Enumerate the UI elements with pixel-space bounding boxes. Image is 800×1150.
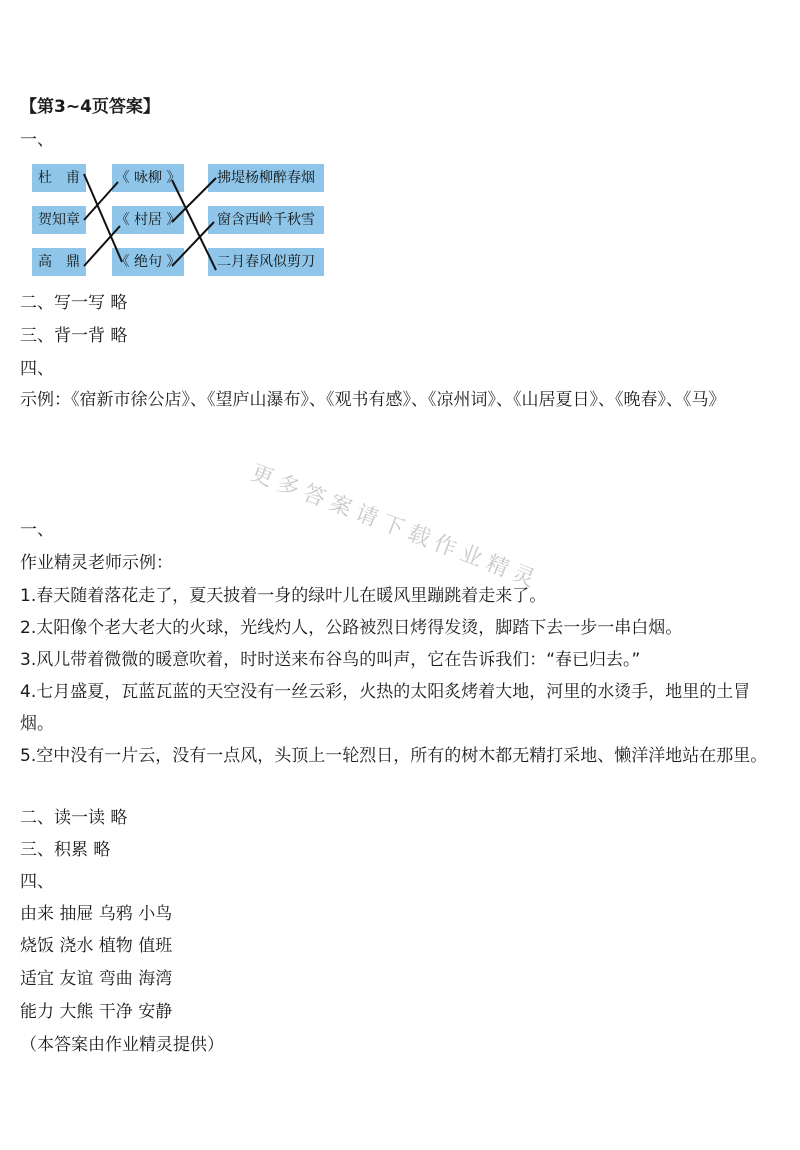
- example-item: 5.空中没有一片云，没有一点风，头顶上一轮烈日，所有的树木都无精打采地、懒洋洋地站在那里。: [20, 746, 768, 766]
- footer-note: （本答案由作业精灵提供）: [20, 1035, 224, 1055]
- example-item: 2.太阳像个老大老大的火球，光线灼人，公路被烈日烤得发烫，脚踏下去一步一串白烟。: [20, 618, 683, 638]
- watermark: 更多答案请下载作业精灵: [247, 460, 544, 595]
- part2-intro: 作业精灵老师示例：: [20, 553, 173, 573]
- poem-box: 《 咏柳 》: [112, 164, 184, 192]
- match-line: [172, 222, 214, 266]
- example-item: 3.风儿带着微微的暖意吹着，时时送来布谷鸟的叫声，它在告诉我们：“春已归去。”: [20, 650, 641, 670]
- part1-heading: 一、: [20, 130, 54, 150]
- word-row: 适宜 友谊 弯曲 海湾: [20, 969, 173, 989]
- word-row: 能力 大熊 干净 安静: [20, 1002, 173, 1022]
- part1-item2: 二、写一写 略: [20, 293, 128, 313]
- matching-lines: [22, 158, 332, 283]
- part2-heading: 一、: [20, 520, 54, 540]
- section-title: 【第3~4页答案】: [20, 97, 160, 117]
- word-row: 烧饭 浇水 植物 值班: [20, 936, 173, 956]
- part1-item4-heading: 四、: [20, 359, 54, 379]
- author-box: 贺知章: [32, 206, 86, 234]
- word-row: 由来 抽屉 乌鸦 小鸟: [20, 904, 173, 924]
- match-line: [172, 180, 216, 270]
- poem-box: 《 绝句 》: [112, 248, 184, 276]
- poem-line-box: 拂堤杨柳醉春烟: [208, 164, 324, 192]
- match-line: [172, 178, 216, 222]
- part1-item3: 三、背一背 略: [20, 326, 128, 346]
- poem-line-box: 窗含西岭千秋雪: [208, 206, 324, 234]
- part1-item4-text: 示例：《宿新市徐公店》、《望庐山瀑布》、《观书有感》、《凉州词》、《山居夏日》、《晚春》、《马》: [20, 390, 726, 410]
- poem-box: 《 村居 》: [112, 206, 184, 234]
- poem-line-box: 二月春风似剪刀: [208, 248, 324, 276]
- part2-item4-heading: 四、: [20, 872, 54, 892]
- example-item: 1.春天随着落花走了，夏天披着一身的绿叶儿在暖风里蹦跳着走来了。: [20, 586, 547, 606]
- example-item: 4.七月盛夏，瓦蓝瓦蓝的天空没有一丝云彩，火热的太阳炙烤着大地，河里的水烫手，地里的土冒烟。: [20, 682, 751, 734]
- author-box: 高 鼎: [32, 248, 86, 276]
- match-line: [84, 174, 122, 262]
- matching-diagram: [22, 158, 332, 283]
- part2-item2: 二、读一读 略: [20, 808, 128, 828]
- author-box: 杜 甫: [32, 164, 86, 192]
- part2-item3: 三、积累 略: [20, 840, 111, 860]
